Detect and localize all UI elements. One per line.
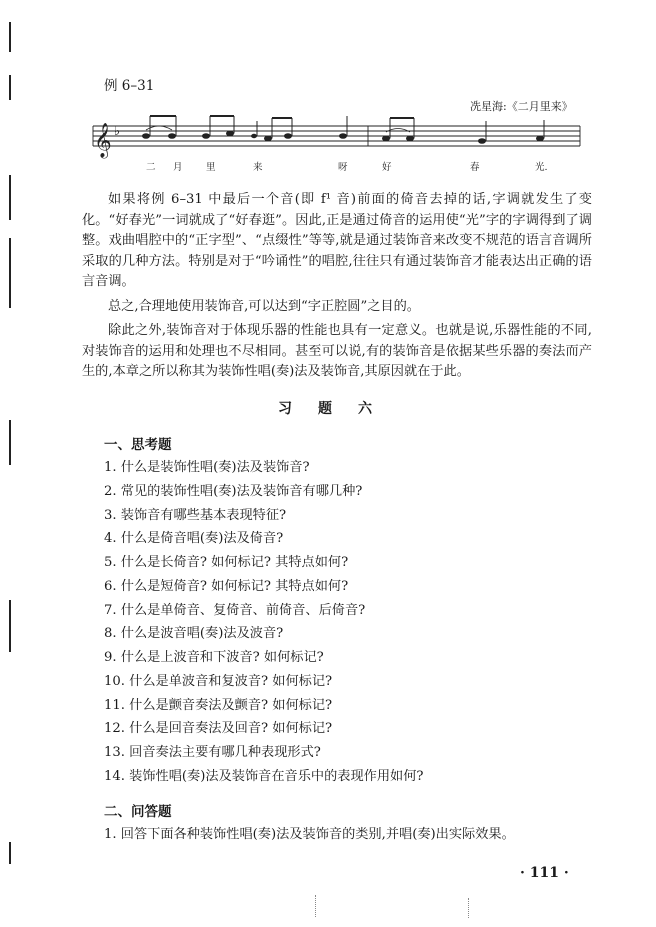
question-item: 14. 装饰性唱(奏)法及装饰音在音乐中的表现作用如何? bbox=[104, 769, 424, 784]
question-item: 10. 什么是单波音和复波音? 如何标记? bbox=[104, 674, 333, 689]
page-number: · 111 · bbox=[520, 865, 569, 881]
binding-mark bbox=[9, 238, 11, 308]
question-item: 2. 常见的装饰性唱(奏)法及装饰音有哪几种? bbox=[104, 484, 363, 499]
question-item: 8. 什么是波音唱(奏)法及波音? bbox=[104, 626, 284, 641]
question-item: 1. 回答下面各种装饰性唱(奏)法及装饰音的类别,并唱(奏)出实际效果。 bbox=[104, 827, 515, 842]
paragraph: 如果将例 6–31 中最后一个音(即 f¹ 音)前面的倚音去掉的话,字调就发生了变化。“好春光”一词就成了“好春逛”。因此,正是通过倚音的运用使“光”字的字调得到了调整。戏曲唱腔中的“正字型”、“点缀性”等等,就是通过装饰音来改变不规范的语言音调所采取的几种方法。特别是对于“吟诵性”的唱腔,往往只有通过装饰音才能表达出正确的语言音调。 bbox=[82, 192, 592, 289]
question-item: 5. 什么是长倚音? 如何标记? 其特点如何? bbox=[104, 555, 349, 570]
binding-mark bbox=[9, 75, 11, 100]
question-item: 4. 什么是倚音唱(奏)法及倚音? bbox=[104, 531, 284, 546]
example-label: 例 6–31 bbox=[104, 78, 155, 94]
example-source: 冼星海:《二月里来》 bbox=[470, 100, 573, 113]
treble-clef-icon: 𝄞 bbox=[94, 123, 112, 158]
scan-artifact bbox=[468, 898, 470, 918]
lyric-syllable: 光. bbox=[535, 162, 548, 173]
question-item: 1. 什么是装饰性唱(奏)法及装饰音? bbox=[104, 460, 310, 475]
music-staff bbox=[88, 108, 584, 160]
section-title: 一、思考题 bbox=[104, 437, 172, 453]
lyric-syllable: 来 bbox=[253, 162, 263, 173]
paragraph: 总之,合理地使用装饰音,可以达到“字正腔圆”之目的。 bbox=[108, 298, 420, 314]
question-item: 13. 回音奏法主要有哪几种表现形式? bbox=[104, 745, 321, 760]
question-item: 12. 什么是回音奏法及回音? 如何标记? bbox=[104, 721, 333, 736]
binding-mark bbox=[9, 420, 11, 465]
binding-mark bbox=[9, 175, 11, 220]
paragraph: 除此之外,装饰音对于体现乐器的性能也具有一定意义。也就是说,乐器性能的不同,对装饰音的运用和处理也不尽相同。甚至可以说,有的装饰音是依据某些乐器的奏法而产生的,本章之所以称其为装饰性唱(奏)法及装饰音,其原因就在于此。 bbox=[82, 323, 592, 379]
lyric-syllable: 呀 bbox=[338, 162, 348, 173]
flat-icon: ♭ bbox=[114, 124, 121, 139]
question-item: 3. 装饰音有哪些基本表现特征? bbox=[104, 508, 287, 523]
question-item: 11. 什么是颤音奏法及颤音? 如何标记? bbox=[104, 698, 333, 713]
binding-mark bbox=[9, 600, 11, 652]
exercise-title: 习 题 六 bbox=[278, 401, 378, 417]
section-title: 二、问答题 bbox=[104, 804, 172, 820]
lyric-syllable: 好 bbox=[382, 162, 392, 173]
lyric-syllable: 春 bbox=[470, 162, 480, 173]
question-item: 6. 什么是短倚音? 如何标记? 其特点如何? bbox=[104, 579, 349, 594]
lyric-syllable: 里 bbox=[206, 162, 216, 173]
lyric-syllable: 月 bbox=[173, 162, 183, 173]
binding-mark bbox=[9, 842, 11, 864]
scan-artifact bbox=[315, 895, 317, 917]
body-text bbox=[82, 190, 592, 383]
lyric-syllable: 二 bbox=[146, 162, 156, 173]
question-item: 9. 什么是上波音和下波音? 如何标记? bbox=[104, 650, 324, 665]
question-item: 7. 什么是单倚音、复倚音、前倚音、后倚音? bbox=[104, 603, 366, 618]
binding-mark bbox=[9, 22, 11, 52]
